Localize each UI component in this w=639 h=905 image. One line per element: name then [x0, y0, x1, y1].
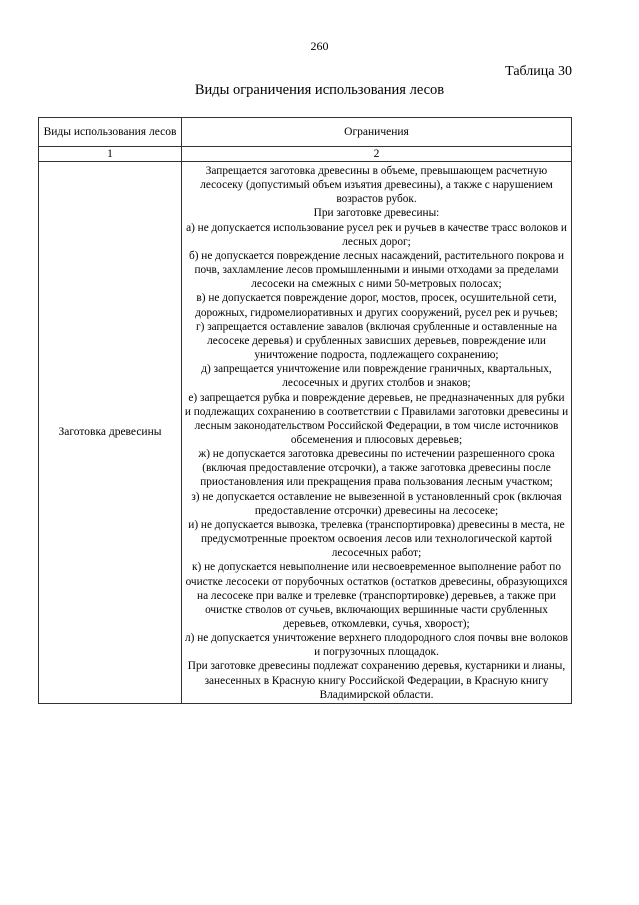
restriction-item: б) не допускается повреждение лесных насаждений, растительного покрова и почв, захламление лесов промышленными и иными отходами за пределами лесосеки на смежных с ними 50-метровых полосах; [188, 249, 565, 291]
restriction-item: При заготовке древесины: [313, 207, 440, 220]
column-number-row [39, 147, 572, 162]
restriction-item: ж) не допускается заготовка древесины по истечении разрешенного срока (включая предоставление отсрочки), а также заготовка древесины после приостановления или прекращения права пользования лесным участком; [198, 448, 555, 489]
restriction-item: и) не допускается вывозка, трелевка (транспортировка) древесины в места, не предусмотренные проектом освоения лесов или технологической картой лесосечных работ; [188, 518, 565, 560]
header-usage-type: Виды использования лесов [39, 118, 182, 147]
restriction-item: е) запрещается рубка и повреждение деревьев, не предназначенных для рубки и подлежащих сохранению в соответствии с Правилами заготовки древесины и лесным законодательством Российской Федерации, в том числе источников обсеменения и плюсовых деревьев; [184, 391, 569, 446]
restriction-item: Запрещается заготовка древесины в объеме, превышающем расчетную лесосеку (допустимый объем изъятия древесины), а также с нарушением возрастов рубок. [200, 165, 553, 206]
restriction-item: г) запрещается оставление завалов (включая срубленные и оставленные на лесосеке деревья) и срубленных зависших деревьев, повреждение или уничтожение подроста, подлежащего сохранению; [195, 320, 558, 362]
page-title: Виды ограничения использования лесов [194, 82, 445, 98]
restriction-item: а) не допускается использование русел рек и ручьев в качестве трасс волоков и лесных дорог; [186, 221, 567, 248]
restriction-item: д) запрещается уничтожение или повреждение граничных, квартальных, лесосечных и других столбов и знаков; [201, 363, 552, 390]
table-row [39, 162, 572, 704]
table-label: Таблица 30 [505, 64, 572, 79]
restriction-item: в) не допускается повреждение дорог, мостов, просек, осушительной сети, дорожных, гидромелиоративных и других сооружений, русел рек и ручьев; [195, 292, 558, 319]
page-number: 260 [310, 39, 329, 53]
restriction-item: При заготовке древесины подлежат сохранению деревья, кустарники и лианы, занесенных в Красную книгу Российской Федерации, в Красную книгу Владимирской области. [187, 660, 566, 701]
restriction-item: к) не допускается невыполнение или несвоевременное выполнение работ по очистке лесосеки от порубочных остатков (остатков древесины, образующихся на лесосеке при валке и трелевке (транспортировке) деревьев, а также при очистке стволов от сучьев, включающих вершинные части срубленных деревьев, откомлевки, сучья, хворост); [185, 561, 568, 630]
usage-type-label: Заготовка древесины [58, 426, 162, 439]
column-number-1: 1 [39, 147, 182, 162]
restrictions-table [38, 117, 572, 704]
table-header-row [39, 118, 572, 147]
header-restrictions: Ограничения [182, 118, 572, 147]
restrictions-cell [182, 162, 572, 704]
column-number-2: 2 [182, 147, 572, 162]
usage-type-cell [39, 162, 182, 704]
restriction-item: з) не допускается оставление не вывезенной в установленный срок (включая предоставление отсрочки) древесины на лесосеке; [191, 490, 562, 517]
restriction-item: л) не допускается уничтожение верхнего плодородного слоя почвы вне волоков и погрузочных площадок. [184, 632, 569, 659]
